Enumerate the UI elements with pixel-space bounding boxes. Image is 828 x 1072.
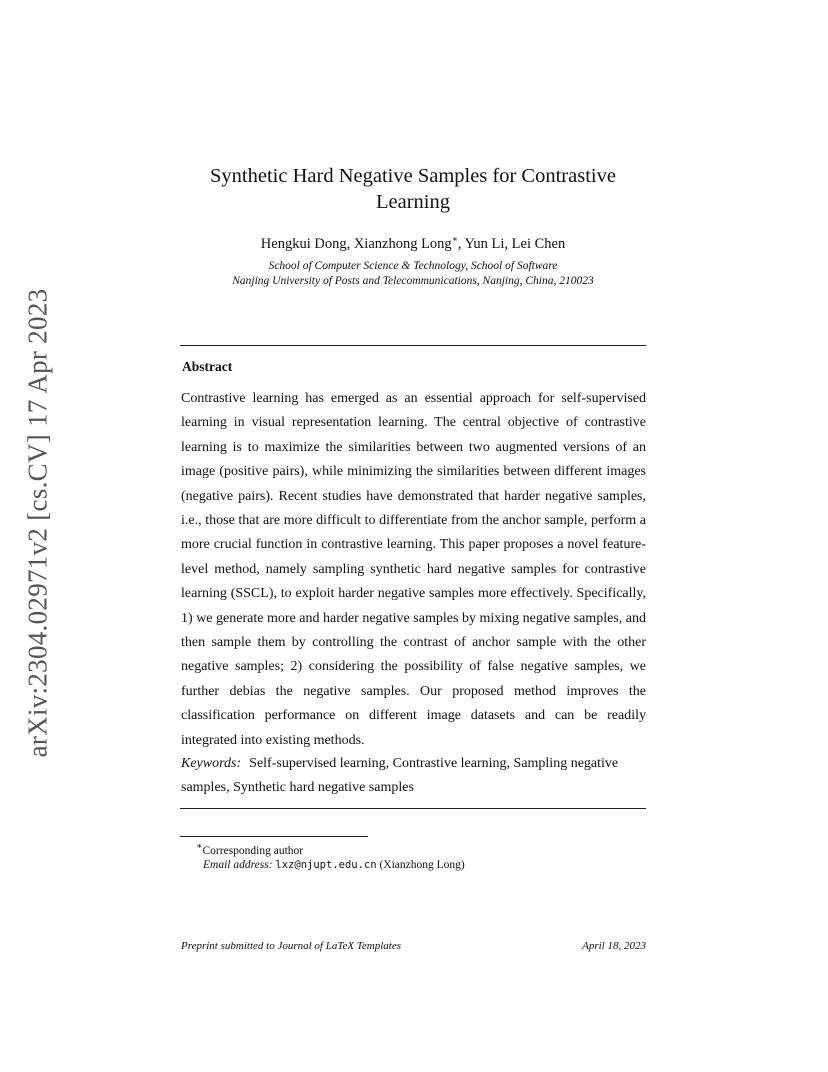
email-address[interactable]: lxz@njupt.edu.cn bbox=[275, 859, 377, 872]
affiliation bbox=[180, 259, 646, 289]
abstract-top-rule bbox=[180, 345, 646, 346]
keywords bbox=[181, 752, 646, 801]
affiliation-line-1: School of Computer Science & Technology, School of Software bbox=[268, 260, 558, 272]
abstract-bottom-rule bbox=[180, 808, 646, 809]
arxiv-identifier-text: arXiv:2304.02971v2 [cs.CV] 17 Apr 2023 bbox=[22, 288, 53, 757]
email-label: Email address: bbox=[203, 859, 273, 872]
author-list bbox=[180, 234, 646, 253]
footer-date: April 18, 2023 bbox=[582, 940, 646, 952]
footnote-email-line bbox=[196, 858, 465, 873]
abstract-body: Contrastive learning has emerged as an essential approach for self-supervised learning in visual representation learning. The central objective of contrastive learning is to maximize the similarities between two augmented versions of an image (positive pairs), while minimizing the similarities between different images (negative pairs). Recent studies have demonstrated that harder negative samples, i.e., those that are more difficult to differentiate from the anchor sample, perform a more crucial function in contrastive learning. This paper proposes a novel feature-level method, namely sampling synthetic hard negative samples for contrastive learning (SSCL), to exploit harder negative samples more effectively. Specifically, 1) we generate more and harder negative samples by mixing negative samples, and then sample them by controlling the contrast of anchor sample with the other negative samples; 2) considering the possibility of false negative samples, we further debias the negative samples. Our proposed method improves the classification performance on different image datasets and can be readily integrated into existing methods. bbox=[181, 391, 646, 748]
footnote bbox=[196, 840, 465, 873]
footnote-mark: ∗ bbox=[196, 841, 203, 852]
keywords-text: Self-supervised learning, Contrastive learning, Sampling negative samples, Synthetic hard negative samples bbox=[181, 756, 619, 796]
arxiv-identifier bbox=[23, 285, 53, 760]
authors-primary: Hengkui Dong, Xianzhong Long bbox=[260, 235, 452, 252]
footer-preprint-note: Preprint submitted to Journal of LaTeX Templates bbox=[181, 940, 402, 952]
footnote-corresponding bbox=[196, 840, 465, 858]
paper-title: Synthetic Hard Negative Samples for Contrastive Learning bbox=[210, 165, 616, 213]
footnote-text: Corresponding author bbox=[202, 844, 304, 857]
keywords-label: Keywords: bbox=[181, 756, 242, 771]
email-owner: (Xianzhong Long) bbox=[379, 859, 465, 872]
corresponding-author-mark: ∗ bbox=[451, 234, 458, 244]
footnote-rule bbox=[180, 836, 368, 837]
affiliation-line-2: Nanjing University of Posts and Telecommunications, Nanjing, China, 210023 bbox=[232, 275, 594, 287]
authors-secondary: , Yun Li, Lei Chen bbox=[457, 235, 566, 252]
abstract-heading: Abstract bbox=[182, 359, 233, 374]
